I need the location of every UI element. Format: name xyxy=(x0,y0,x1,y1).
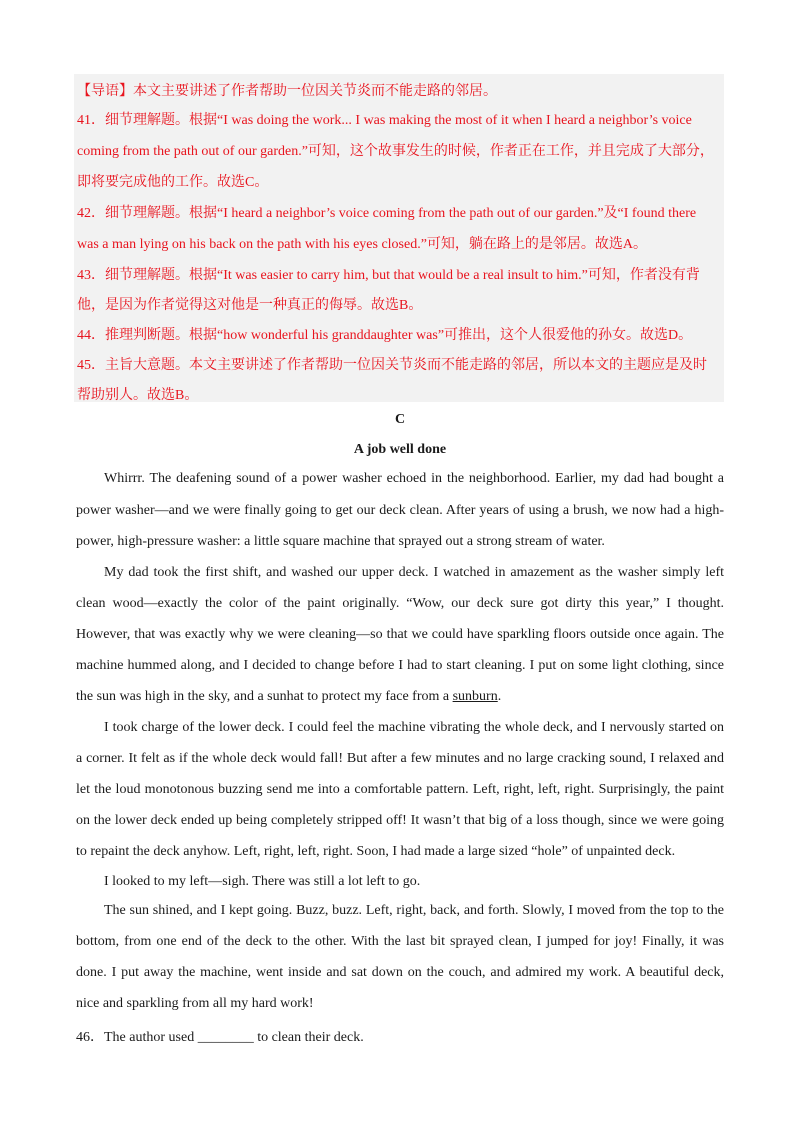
paragraph-line: machine hummed along, and I decided to change before I had to start cleaning. I put on some light clothing, since xyxy=(76,658,724,673)
paragraph-line: power washer—and we were finally going to get our deck clean. After years of using a brush, we now had a high- xyxy=(76,503,724,518)
paragraph-line: nice and sparkling from all my hard work! xyxy=(76,996,314,1011)
answer-line-44: 44．推理判断题。根据“how wonderful his granddaughter was”可推出，这个人很爱他的孙女。故选D。 xyxy=(77,328,693,343)
paragraph-line: However, that was exactly why we were cleaning—so that we could have sparkling floors outside once again. The xyxy=(76,627,724,642)
paragraph-line: a corner. It felt as if the whole deck would fall! But after a few minutes and no large cracking sound, I relaxed and xyxy=(76,751,724,766)
answer-line-intro: 【导语】本文主要讲述了作者帮助一位因关节炎而不能走路的邻居。 xyxy=(77,84,497,99)
paragraph-line: power, high-pressure washer: a little square machine that sprayed out a strong stream of water. xyxy=(76,534,605,549)
answer-line-45b: 帮助别人。故选B。 xyxy=(77,388,199,403)
answer-line-42b: was a man lying on his back on the path with his eyes closed.”可知，躺在路上的是邻居。故选A。 xyxy=(77,237,648,252)
paragraph-line: My dad took the first shift, and washed our upper deck. I watched in amazement as the washer simply left xyxy=(104,565,724,580)
answer-line-42a: 42．细节理解题。根据“I heard a neighbor’s voice coming from the path out of our garden.”及“I found there xyxy=(77,206,697,221)
paragraph-line: I took charge of the lower deck. I could feel the machine vibrating the whole deck, and I nervously started on xyxy=(104,720,724,735)
paragraph-line: on the lower deck ended up being completely stripped off! It wasn’t that big of a loss though, since we were going xyxy=(76,813,724,828)
answer-line-41b: coming from the path out of our garden.”可知，这个故事发生的时候，作者正在工作，并且完成了大部分， xyxy=(77,144,714,159)
answer-line-43a: 43．细节理解题。根据“It was easier to carry him, but that would be a real insult to him.”可知，作者没有背 xyxy=(77,268,700,283)
paragraph-line: clean wood—exactly the color of the paint originally. “Wow, our deck sure got dirty this year,” I thought. xyxy=(76,596,724,611)
paragraph-line: The sun shined, and I kept going. Buzz, buzz. Left, right, back, and forth. Slowly, I moved from the top to the xyxy=(104,903,724,918)
answer-line-41a: 41．细节理解题。根据“I was doing the work... I was making the most of it when I heard a neighbor’s voice xyxy=(77,113,692,128)
answer-line-45a: 45．主旨大意题。本文主要讲述了作者帮助一位因关节炎而不能走路的邻居，所以本文的主题应是及时 xyxy=(77,358,707,373)
underlined-word-sunburn: sunburn xyxy=(452,689,498,704)
paragraph-line: to repaint the deck anyhow. Left, right, left, right. Soon, I had made a large sized “hole” of unpainted deck. xyxy=(76,844,676,859)
section-letter: C xyxy=(394,412,406,427)
paragraph-line: Whirrr. The deafening sound of a power washer echoed in the neighborhood. Earlier, my dad had bought a xyxy=(104,471,724,486)
sentence-period: . xyxy=(497,689,502,704)
sunburn-sentence: the sun was high in the sky, and a sunhat to protect my face from a xyxy=(76,689,453,704)
answer-line-41c: 即将要完成他的工作。故选C。 xyxy=(77,175,269,190)
paragraph-line: bottom, from one end of the deck to the other. With the last bit sprayed clean, I jumped for joy! Finally, it was xyxy=(76,934,724,949)
paragraph-line: I looked to my left—sigh. There was still a lot left to go. xyxy=(104,874,421,889)
answer-line-43b: 他，是因为作者觉得这对他是一种真正的侮辱。故选B。 xyxy=(77,298,423,313)
paragraph-line: let the loud monotonous buzzing send me into a comfortable pattern. Left, right, left, right. Surprisingly, the paint xyxy=(76,782,724,797)
answer-explanation-box xyxy=(74,74,724,402)
paragraph-line xyxy=(76,689,724,705)
question-46: 46．The author used ________ to clean their deck. xyxy=(76,1030,364,1045)
passage-title: A job well done xyxy=(353,442,447,457)
paragraph-line: done. I put away the machine, went inside and sat down on the couch, and admired my work. A beautiful deck, xyxy=(76,965,724,980)
